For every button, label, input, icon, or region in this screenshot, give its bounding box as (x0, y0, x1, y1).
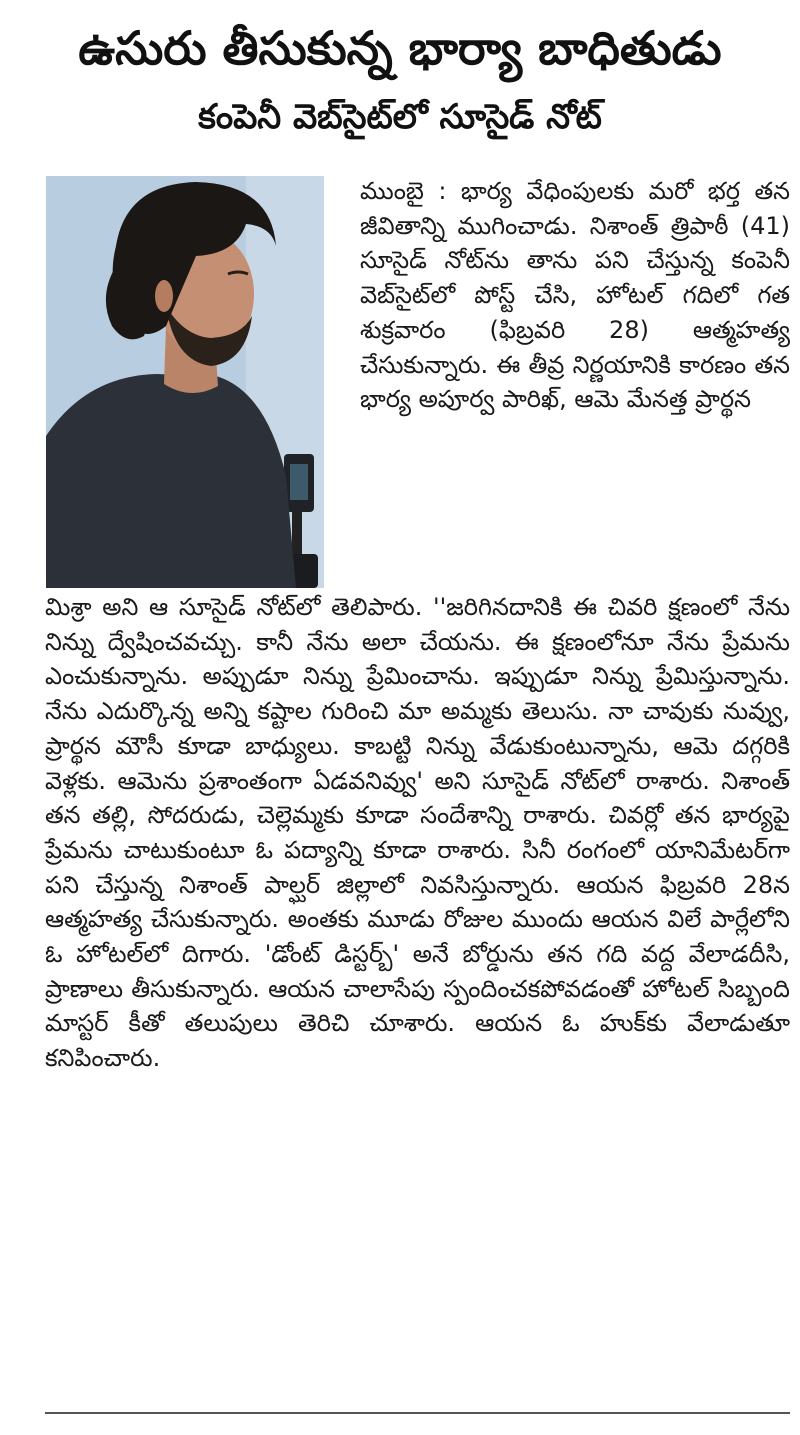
article-body-paragraph-2: మిశ్రా అని ఆ సూసైడ్ నోట్‌లో తెలిపారు. ''జరిగినదానికి ఈ చివరి క్షణంలో నేను నిన్ను ద్వేషించవచ్చు. కానీ నేను అలా చేయను. ఈ క్షణంలోనూ నేను ప్రేమను ఎంచుకున్నాను. అప్పుడూ నిన్ను ప్రేమించాను. ఇప్పుడూ నిన్ను ప్రేమిస్తున్నాను. నేను ఎదుర్కొన్న అన్ని కష్టాల గురించి మా అమ్మకు తెలుసు. నా చావుకు నువ్వు, ప్రార్థన మౌసీ కూడా బాధ్యులు. కాబట్టి నిన్ను వేడుకుంటున్నాను, ఆమె దగ్గరికి వెళ్లకు. ఆమెను ప్రశాంతంగా ఏడవనివ్వు' అని సూసైడ్ నోట్‌లో రాశారు. నిశాంత్ తన తల్లి, సోదరుడు, చెల్లెమ్మకు కూడా సందేశాన్ని రాశారు. చివర్లో తన భార్యపై ప్రేమను చాటుకుంటూ ఓ పద్యాన్ని కూడా రాశారు. సినీ రంగంలో యానిమేటర్‌గా పని చేస్తున్న నిశాంత్ పాల్ఘర్ జిల్లాలో నివసిస్తున్నారు. ఆయన ఫిబ్రవరి 28న ఆత్మహత్య చేసుకున్నారు. అంతకు మూడు రోజుల ముందు ఆయన విలే పార్లేలోని ఓ హోటల్‌లో దిగారు. 'డోంట్ డిస్టర్బ్' అనే బోర్డును తన గది వద్ద వేలాడదీసి, ప్రాణాలు తీసుకున్నారు. ఆయన చాలాసేపు స్పందించకపోవడంతో హోటల్ సిబ్బంది మాస్టర్ కీతో తలుపులు తెరిచి చూశారు. ఆయన ఓ హుక్‌కు వేలాడుతూ కనిపించారు. (45, 593, 790, 1073)
headline: ఉసురు తీసుకున్న భార్యా బాధితుడు (78, 21, 722, 75)
article-body-full (45, 590, 790, 1076)
article-photo (46, 176, 324, 588)
article-body-wrapped (360, 174, 790, 417)
subheadline: కంపెనీ వెబ్‌సైట్‌లో సూసైడ్ నోట్ (198, 97, 602, 137)
bottom-divider (45, 1412, 790, 1414)
man-portrait-illustration (46, 176, 324, 588)
article-body-paragraph-1: ముంబై : భార్య వేధింపులకు మరో భర్త తన జీవితాన్ని ముగించాడు. నిశాంత్ త్రిపాఠీ (41) సూసైడ్ నోట్‌ను తాను పని చేస్తున్న కంపెనీ వెబ్‌సైట్‌లో పోస్ట్ చేసి, హోటల్ గదిలో గత శుక్రవారం (ఫిబ్రవరి 28) ఆత్మహత్య చేసుకున్నారు. ఈ తీవ్ర నిర్ణయానికి కారణం తన భార్య అపూర్వ పారిఖ్, ఆమె మేనత్త ప్రార్థన (360, 177, 790, 414)
